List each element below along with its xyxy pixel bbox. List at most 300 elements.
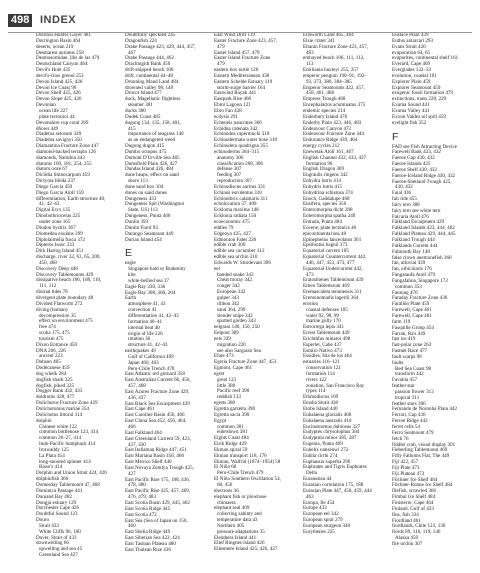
index-entry: Ferroe Ridge 442 bbox=[392, 418, 428, 425]
index-entry: Eagle Ray 330, 336 bbox=[125, 283, 166, 290]
index-subentry: rivers 122 bbox=[306, 376, 327, 383]
index-entry: dogfish, piked 325 bbox=[36, 382, 75, 389]
index-entry: eelgrass 140, 150, 250 bbox=[214, 324, 260, 331]
index-entry: Ensifera, species 356 bbox=[303, 201, 347, 208]
index-subentry: eiderdown 381 bbox=[217, 429, 248, 436]
index-entry: Fangafahoa, Singapore 172 bbox=[392, 277, 448, 284]
index-subentry: Red Sea Coast 98 bbox=[395, 365, 432, 372]
index-entry: Dornton Hunter Gayer 481 bbox=[36, 33, 92, 38]
index-entry: Dogger Bank 432, 433 bbox=[36, 388, 83, 395]
index-subentry: 463 bbox=[306, 493, 314, 500]
index-entry: Eastwind Rayak 441 bbox=[214, 90, 257, 97]
index-entry: diurnal tides 78 bbox=[36, 289, 68, 296]
index-entry: Fifty Fathoms Flat, The 449 bbox=[392, 453, 450, 460]
index-entry: Deutschland Canyon 464 bbox=[36, 61, 88, 68]
index-column-1 bbox=[36, 33, 120, 568]
index-subentry: 473 bbox=[306, 271, 314, 278]
index-entry: East Scotia Basin 429, 445, 462 bbox=[125, 499, 190, 506]
index-entry: Dinobothrioceras 225 bbox=[36, 213, 81, 220]
index-entry: Doubtful Sound 123 bbox=[36, 511, 78, 518]
index-entry: Ecklonia radiata 150 bbox=[214, 213, 257, 220]
index-entry: feather stars 306 bbox=[392, 400, 426, 407]
index-entry: Encephalartos acuminatus 375 bbox=[303, 102, 366, 109]
page-title: INDEX bbox=[40, 14, 77, 26]
index-entry: Erichthfus minator 498 bbox=[303, 335, 351, 342]
index-entry: Dunlin 393 bbox=[125, 219, 149, 225]
index-entry: Falkland Escarpment 429 bbox=[392, 219, 445, 226]
index-entry: dog whelk 284 bbox=[36, 370, 67, 377]
index-subentry: Greenland Sea 427 bbox=[39, 552, 78, 559]
index-entry: Fiji Plateau 473 bbox=[392, 470, 425, 477]
index-subentry: conger 342 bbox=[217, 283, 240, 290]
index-entry: Eugenia, Punta 469 bbox=[303, 441, 343, 448]
index-entry: ferret cells 54 bbox=[392, 424, 421, 430]
index-entry: Essidies, Isla de los 464 bbox=[303, 353, 352, 360]
index-subentry: passion flower 313 bbox=[395, 388, 434, 395]
index-subentry: feeding 307 bbox=[217, 172, 242, 179]
index-subentry: reddish 133 bbox=[217, 394, 241, 401]
index-entry: ecdysis 291 bbox=[214, 113, 238, 120]
index-entry: Easter Island 457, 479 bbox=[214, 49, 260, 56]
index-subentry: Indo-Pacific humpback 414 bbox=[39, 441, 96, 448]
index-subentry: defense 307 bbox=[217, 166, 242, 173]
index-entry: Euphrates and Tigris Euphrates bbox=[303, 464, 367, 471]
index-entry: Dundas Island 426, 484 bbox=[125, 166, 174, 173]
index-entry: East Cape 461 bbox=[125, 406, 155, 413]
index-entry: Faial 436 bbox=[392, 190, 412, 197]
index-subentry: Northern 405 bbox=[217, 522, 245, 529]
index-entry: Eremascaleta tenunensis 311 bbox=[303, 289, 362, 296]
index-entry: East Siberian Sea 422, 424 bbox=[125, 535, 180, 542]
index-subentry: Irrawaddy 125 bbox=[39, 446, 69, 453]
index-entry: Ellef Ringnes Island 426 bbox=[214, 540, 265, 547]
index-entry: Devonshire cup coral 269 bbox=[36, 119, 89, 126]
index-entry: edible sea cucumber 312 bbox=[214, 248, 265, 255]
index-subentry: tourism 475 bbox=[39, 335, 64, 342]
index-entry: Eocene, plate tectonics 46 bbox=[303, 224, 357, 231]
index-entry: fiords 89, 116, 119, 140 bbox=[392, 529, 441, 536]
index-entry: Echinothrix calamaris 311 bbox=[214, 195, 268, 202]
index-entry: extinctions, mass 228, 229 bbox=[392, 96, 447, 103]
index-entry: evolution, coastal 101 bbox=[392, 72, 437, 79]
index-entry: Eustace Plain 439 bbox=[392, 33, 429, 38]
index-entry: Eleuthera Island 441 bbox=[214, 534, 257, 541]
index-entry: discharge, river 32, 63, 65, 200, bbox=[36, 254, 101, 261]
index-entry: Dolichorus Fracture Zone 429 bbox=[36, 400, 98, 407]
index-entry: Easter Fracture Zone 423, 457, bbox=[214, 37, 278, 44]
index-subentry: as an endangered weed bbox=[128, 137, 176, 144]
index-entry: Dover, Strait of 433 bbox=[36, 534, 77, 541]
index-subentry: long-snouted spinner 414 bbox=[39, 458, 91, 465]
index-entry: Enderbury Island 476 bbox=[303, 113, 348, 120]
index-entry: Explorer Seamount 459 bbox=[392, 84, 441, 91]
index-entry: Devonian bbox=[36, 102, 56, 109]
index-subentry: 458, 461, 468 bbox=[306, 90, 335, 97]
index-entry: Doubtfully speckled 245 bbox=[125, 33, 176, 38]
index-entry: East Shelia Ridge 449 bbox=[125, 529, 171, 536]
index-entry: Eurasian Plate 447, 458, 459, 444 bbox=[303, 487, 372, 494]
index-entry: Everard, Cape 469 bbox=[392, 61, 431, 68]
index-entry: Faraday Fracture Zone 436 bbox=[392, 295, 448, 302]
index-entry: Dobson 465 bbox=[36, 359, 61, 366]
index-entry: eel bbox=[214, 265, 220, 272]
page-number: 498 bbox=[8, 14, 32, 27]
index-subentry: 427, 430 bbox=[128, 441, 146, 448]
index-entry: Eltanin Fracture Zone 423, 457, bbox=[303, 43, 369, 50]
index-subentry: 111, 112 bbox=[39, 283, 57, 290]
index-entry: dolphinfish 366 bbox=[36, 476, 69, 483]
index-entry: Douro bbox=[36, 517, 50, 524]
index-entry: Egmont, Cape 461 bbox=[214, 365, 253, 372]
index-entry: European sprat 279 bbox=[303, 517, 343, 524]
index-subentry: conservation 121 bbox=[306, 365, 341, 372]
index-subentry: zonation, San Francisco Bay bbox=[306, 382, 365, 389]
index-subentry: upwelling and sea 45 bbox=[39, 546, 83, 553]
index-entry: Echinodiscus auritus 331 bbox=[214, 183, 266, 190]
page-header bbox=[0, 10, 480, 32]
index-entry: Dumbo octopus 475 bbox=[125, 148, 167, 155]
index-entry: Eastern Mediterranean 438 bbox=[214, 72, 270, 79]
index-subentry: State, US) 113 bbox=[128, 207, 158, 214]
index-entry: diving (human) bbox=[36, 306, 68, 313]
index-entry: Endurance Ridge 439, 464 bbox=[303, 137, 358, 144]
index-entry: Diodon hystrix 367 bbox=[36, 224, 76, 231]
index-entry: Enteromorpha dicht 288 bbox=[303, 207, 353, 214]
index-subentry: 460 bbox=[128, 523, 136, 530]
index-entry: egrets 380 bbox=[214, 400, 236, 407]
index-entry: Engraulis ringens 342 bbox=[303, 172, 348, 179]
index-entry: Eights Coast 484 bbox=[214, 435, 249, 442]
index-entry: Diego Garcia 450 bbox=[36, 183, 73, 190]
index-entry: East Tasman Plateau 480 bbox=[125, 540, 176, 547]
index-column-5 bbox=[392, 33, 476, 568]
index-entry: Farewell, Cape 461 bbox=[392, 307, 432, 314]
index-entry: Dongju estuary 129 bbox=[36, 499, 77, 506]
index-subentry: 479 bbox=[217, 61, 225, 68]
index-entry: Dixon Entrance 450 bbox=[36, 341, 78, 348]
index-entry: Egeria Fracture Zone 447, 453 bbox=[214, 359, 277, 366]
index-subentry: 93, 373, 380, 384–385 bbox=[306, 78, 352, 85]
index-entry: fault scarps 98 bbox=[392, 353, 422, 360]
index-subentry: shore 113 bbox=[128, 178, 148, 185]
index-entry: Dolphin and Union Strait 424, 426 bbox=[36, 470, 107, 477]
index-subentry: importance of seagrass 140 bbox=[128, 131, 184, 138]
index-entry: Egretta sacra 390 bbox=[214, 411, 250, 418]
index-entry: Eremonomadis lagerlii 364 bbox=[303, 294, 359, 301]
index-entry: Erben Tablemount 469 bbox=[303, 283, 350, 290]
index-entry: East Caroline Basin 456, 466 bbox=[125, 412, 185, 419]
index-entry: Euhelix nansenwi 272 bbox=[303, 446, 349, 453]
index-entry: diamonds, Namibia 443 bbox=[36, 154, 85, 161]
index-entry: Enteromorpha spatha 249 bbox=[303, 213, 356, 220]
index-entry: Ebro Fan 438 bbox=[214, 107, 242, 114]
index-entry: feather star bbox=[392, 383, 415, 390]
index-entry: filefish, scrawled 366 bbox=[392, 488, 436, 495]
index-subentry: 41, 42–43 bbox=[39, 201, 60, 208]
index-subentry: formation 40–41 bbox=[128, 318, 163, 325]
index-entry: Eratosthenes Tablemount 439 bbox=[303, 277, 364, 284]
index-entry: Falkland Islands 423, 444, 462 bbox=[392, 225, 455, 232]
index-column-2 bbox=[125, 33, 209, 568]
index-entry: fairy tern see white tern bbox=[392, 207, 441, 214]
index-entry: Ellesmere Island 425, 426, 427 bbox=[214, 546, 278, 553]
index-entry: Eelpout 389 bbox=[214, 330, 239, 337]
index-entry: Farrak, Ra's 449 bbox=[392, 330, 426, 337]
index-entry: Eastern Schelde Estuary 119 bbox=[214, 78, 273, 85]
index-entry: Fiji Plate 473 bbox=[392, 464, 420, 471]
index-entry: epicontinental sea 48 bbox=[303, 230, 346, 237]
index-entry: echolocation 37, 408 bbox=[214, 201, 257, 208]
index-entry: endemic species 214 bbox=[303, 107, 346, 114]
index-entry: Diamantina Fracture Zone 447 bbox=[36, 143, 99, 150]
index-subentry: 483 bbox=[306, 49, 314, 56]
index-entry: ecoeconomic 475 bbox=[214, 219, 250, 225]
index-subentry: little 380 bbox=[217, 382, 236, 389]
index-entry: Dictyota libida 237 bbox=[36, 178, 76, 185]
index-entry: Eucinostomus dubiosus 327 bbox=[303, 423, 361, 430]
index-entry: dunes on sand dunes bbox=[125, 189, 168, 196]
index-entry: Doniand Bay 482 bbox=[36, 493, 72, 500]
index-entry: Eudyptula minor 385, 287 bbox=[303, 435, 357, 442]
index-subentry: Peru-Chile Trench 479 bbox=[217, 470, 264, 477]
index-entry: Fanning 476 bbox=[392, 289, 418, 296]
index-entry: El Niño Southern Oscillation 54, bbox=[214, 476, 281, 483]
index-entry: Digital Eryx 135 bbox=[36, 207, 71, 214]
index-entry: fast ice 419 bbox=[392, 336, 416, 343]
index-entry: Etobe Island 440 bbox=[303, 406, 338, 412]
index-subentry: Pacific reef 390 bbox=[217, 388, 250, 395]
index-entry: Explorer Plain 459 bbox=[392, 78, 431, 85]
index-entry: East Mexico Shelf 440 bbox=[125, 459, 172, 466]
index-entry: East Black Sea Escarpment 439 bbox=[125, 400, 190, 407]
index-entry: Fangataufa Atoll 479 bbox=[392, 272, 436, 279]
index-entry: evaporites, continental shelf 161 bbox=[392, 55, 459, 62]
index-entry: Exxon Valdez oil spill 459 bbox=[392, 113, 446, 120]
index-entry: edible crab 300 bbox=[214, 242, 246, 249]
index-entry: Earth bbox=[125, 295, 137, 302]
index-subentry: 427 bbox=[128, 470, 136, 477]
index-subentry: transform 442 bbox=[395, 371, 424, 378]
index-subentry: ocean life 227 bbox=[39, 107, 68, 114]
index-entry: Falmouth Bay 148 bbox=[392, 248, 430, 255]
index-entry: Ebini Lagoon 121 bbox=[214, 102, 251, 109]
index-entry: Dudek Coast 485 bbox=[125, 113, 161, 120]
index-entry: Finisterre, Cape 464 bbox=[392, 499, 434, 506]
index-entry: Discovery Tablemounts 429 bbox=[36, 271, 94, 278]
index-entry: dune heaps, effect on sand bbox=[125, 172, 179, 179]
index-entry: Drucot Island 477 bbox=[125, 90, 162, 97]
index-subentry: sand 364, 299 bbox=[217, 306, 246, 313]
index-entry: Efate 473 bbox=[214, 353, 234, 360]
index-subentry: scuba 175, 475 bbox=[39, 330, 70, 337]
index-entry: drowned valley 98, 148 bbox=[125, 84, 174, 91]
index-entry: Fiordland 461 bbox=[392, 517, 421, 524]
section-letter: E bbox=[125, 247, 133, 260]
index-entry: Entrada, Punta 484 bbox=[303, 219, 342, 225]
index-subentry: temperature data 43 bbox=[217, 517, 258, 524]
index-entry: deserts, ocean 219 bbox=[36, 43, 74, 50]
index-entry: Ellsworth Land 465, 484 bbox=[303, 33, 354, 38]
index-entry: Divided Flatworm 272 bbox=[36, 300, 83, 307]
index-entry: Everglades 132–33 bbox=[392, 67, 432, 74]
index-subentry: decompression 35 bbox=[39, 312, 76, 319]
index-entry: DNA 206, 226 bbox=[36, 347, 66, 354]
index-entry: Enoch, Gaddalupe 468 bbox=[303, 195, 350, 202]
index-entry: Egypt bbox=[214, 417, 227, 424]
index-entry: Dungeness, Punta 466 bbox=[125, 213, 171, 220]
index-entry: fan, alluvial 439 bbox=[392, 260, 426, 267]
index-subentry: collecting sabinty and bbox=[217, 511, 262, 518]
index-subentry: formation 96 bbox=[306, 160, 333, 167]
index-entry: Farewell, Cape 481 bbox=[392, 312, 432, 319]
index-subentry: coastal defenses 105 bbox=[306, 306, 348, 313]
index-entry: Faeroe Islands 425 bbox=[392, 161, 431, 168]
index-subentry: 446, 447, 453, 473, 477 bbox=[306, 259, 355, 266]
index-entry: Dipteros Isosc 333 bbox=[36, 242, 75, 249]
index-columns bbox=[36, 33, 476, 568]
index-entry: East Scotia Ridge 445 bbox=[125, 505, 171, 512]
index-entry: estuaries 116–121 bbox=[303, 359, 340, 366]
index-entry: Dorchester Cape 426 bbox=[36, 505, 79, 512]
index-entry: drift-shipped beach 106 bbox=[125, 67, 174, 74]
index-entry: Epsilontus bagnii 373 bbox=[303, 242, 348, 249]
index-subentry: 436, 437 bbox=[128, 394, 146, 401]
index-entry: Eirik Ridge 429 bbox=[214, 441, 247, 448]
index-entry: Enhydrina schistosa 374 bbox=[303, 189, 353, 196]
index-subentry: La Plata 414 bbox=[39, 452, 65, 459]
index-entry: earthquakes 49 bbox=[125, 348, 156, 355]
index-entry: European eel 342 bbox=[303, 511, 339, 518]
index-entry: embayed beach 106, 111, 112, bbox=[303, 55, 365, 62]
index-subentry: Risso's 414 bbox=[39, 464, 63, 471]
index-entry: Exuma Valley 441 bbox=[392, 107, 430, 114]
index-entry: Discovery Deep 446 bbox=[36, 265, 78, 272]
index-entry: East China Sea 452, 456, 464, bbox=[125, 418, 187, 425]
index-subentry: atmosphere 41, 43 bbox=[128, 301, 166, 308]
index-entry: Easter Island Fracture Zone bbox=[214, 55, 271, 62]
index-entry: Drake Passage 423, 429, 444, 457, bbox=[125, 43, 196, 50]
index-subentry: European 342 bbox=[217, 289, 246, 296]
index-subentry: 430, 432 bbox=[395, 184, 413, 191]
index-entry: Equatorial Countercurrent 442, bbox=[303, 254, 367, 261]
index-subentry: Delta bbox=[306, 470, 318, 477]
index-entry: energy cycles 212 bbox=[303, 143, 340, 150]
index-entry: English Channel 432, 433, 437 bbox=[303, 154, 367, 161]
index-entry: Echinus esculentus 310 bbox=[214, 189, 262, 196]
index-entry: El Niño 68 bbox=[214, 464, 237, 471]
index-subentry: common bottlenose 123, 414 bbox=[39, 429, 99, 436]
index-entry: East Thulean Rise 436 bbox=[125, 546, 171, 553]
index-entry: fair tide 455 bbox=[392, 196, 417, 203]
index-entry: Eubalaena australis 410 bbox=[303, 417, 352, 424]
index-entry: duck, Magellanic flightless bbox=[125, 96, 181, 103]
index-entry: Fieberling Tablemount 469 bbox=[392, 447, 448, 454]
index-entry: Echinodera quadrigna 355 bbox=[214, 143, 268, 150]
index-entry: Esperlel, Cabe 437 bbox=[303, 341, 342, 348]
index-subentry: Japan 460, 463 bbox=[128, 359, 159, 366]
index-entry: Diego Garcia Atoll 159 bbox=[36, 189, 84, 196]
index-entry: dhows 449 bbox=[36, 125, 59, 132]
index-subentry: common 26–27, 414 bbox=[39, 435, 82, 442]
index-subentry: ribbon 342 bbox=[217, 300, 240, 307]
index-entry: Durian Island 454 bbox=[125, 236, 162, 243]
index-entry: Equatorial current 105 bbox=[303, 248, 349, 255]
index-subentry: differentiation 41, 42–43 bbox=[128, 312, 179, 319]
index-entry: East Novaya Zemlya Trough 425, bbox=[125, 464, 194, 471]
index-subentry: common 381 bbox=[217, 423, 244, 430]
index-entry: Dumsfield Plain 426, 427 bbox=[125, 160, 178, 167]
index-subentry: 415 bbox=[128, 125, 136, 132]
index-subentry: types 114 bbox=[306, 388, 326, 395]
index-entry: Enhydra lutris 414 bbox=[303, 178, 341, 185]
index-entry: Fernando de Noronha Plain 442 bbox=[392, 406, 458, 413]
index-entry: European sturgeon 340 bbox=[303, 522, 351, 529]
index-entry: Exuma Sound 441 bbox=[392, 102, 430, 109]
index-entry: Finland, Gulf of 433 bbox=[392, 505, 434, 512]
index-entry: Falkland Trough 444 bbox=[392, 237, 435, 243]
index-entry: Dronning Maud Land 484 bbox=[125, 78, 179, 85]
index-entry: Faeroe Shelf 430, 432 bbox=[392, 166, 437, 173]
index-entry: East Sea (Sea of Japan on 150, bbox=[125, 517, 188, 524]
index-entry: Euthis antarcari 293 bbox=[392, 37, 434, 44]
index-entry: Dodecanese 459 bbox=[36, 365, 70, 372]
index-entry: Enhydris lutris 415 bbox=[303, 183, 343, 190]
index-entry: Fiji 422, 457 bbox=[392, 459, 419, 466]
index-entry: Domesday Tablemount 47, 468 bbox=[36, 481, 100, 488]
index-entry: Elsie crater 341 bbox=[303, 37, 335, 44]
index-entry: Eudyptes chrysolophus 384 bbox=[303, 429, 360, 436]
index-subentry: common 353 bbox=[395, 283, 422, 290]
index-subentry: 478, 480 bbox=[128, 482, 146, 489]
index-entry: Dirk Hartog Island 451 bbox=[36, 248, 84, 255]
index-entry: Estrorrega lepis 341 bbox=[303, 324, 345, 331]
index-entry: Devon Ice Coast 96 bbox=[36, 84, 77, 91]
index-entry: fast-polar zone 263 bbox=[392, 342, 432, 349]
index-entry: Dungeness 433 bbox=[125, 195, 157, 202]
index-subentry: under zone 165 bbox=[39, 219, 71, 225]
index-subentry: formation 114 bbox=[306, 370, 335, 377]
index-entry: East Mariana Basin 456, 466 bbox=[125, 453, 184, 460]
index-entry: Euhlia cirrhi 274 bbox=[303, 452, 338, 459]
index-subentry: marine gully 170 bbox=[306, 318, 341, 325]
index-entry: Desmosomidae, libs de las 479 bbox=[36, 55, 100, 62]
index-subentry: spotted garden 343 bbox=[217, 318, 256, 325]
index-entry: English Dragon 369 bbox=[303, 166, 345, 173]
index-entry: East Scotia 472 bbox=[125, 511, 157, 518]
index-subentry: gulper 343 bbox=[217, 294, 239, 301]
index-subentry: 450, 468 bbox=[39, 259, 57, 266]
index-entry: East Indiaman Ridge 447, 451 bbox=[125, 447, 187, 454]
index-entry: Ferrari, Cap 436 bbox=[392, 412, 426, 419]
index-entry: elephant fish or plowhose bbox=[214, 493, 267, 500]
index-subentry: see also Sargasso Sea bbox=[217, 347, 261, 354]
index-entry: Eurasian correlation 175, 188 bbox=[303, 481, 364, 488]
index-subentry: effect on environment 475 bbox=[39, 318, 93, 325]
index-subentry: convection 41 bbox=[128, 307, 157, 314]
index-subentry: 467 bbox=[128, 49, 136, 56]
index-entry: eyelight fish 352 bbox=[392, 119, 427, 126]
index-entry: fan, orbicularis 176 bbox=[392, 266, 432, 273]
index-subentry: great 123 bbox=[217, 376, 237, 383]
index-entry: devil's-claw grenol 253 bbox=[36, 72, 84, 79]
index-entry: Falkland Plateau 429, 444, 445 bbox=[392, 231, 456, 238]
index-entry: faults bbox=[392, 359, 404, 366]
section-letter: F bbox=[392, 130, 399, 143]
index-entry: diatoms 169, 181, 254, 255 bbox=[36, 160, 92, 167]
index-entry: Dorrington Basin 464 bbox=[36, 37, 81, 44]
index-subentry: 113 bbox=[306, 61, 314, 68]
index-entry: Endeavour Canyon 472 bbox=[303, 125, 352, 132]
